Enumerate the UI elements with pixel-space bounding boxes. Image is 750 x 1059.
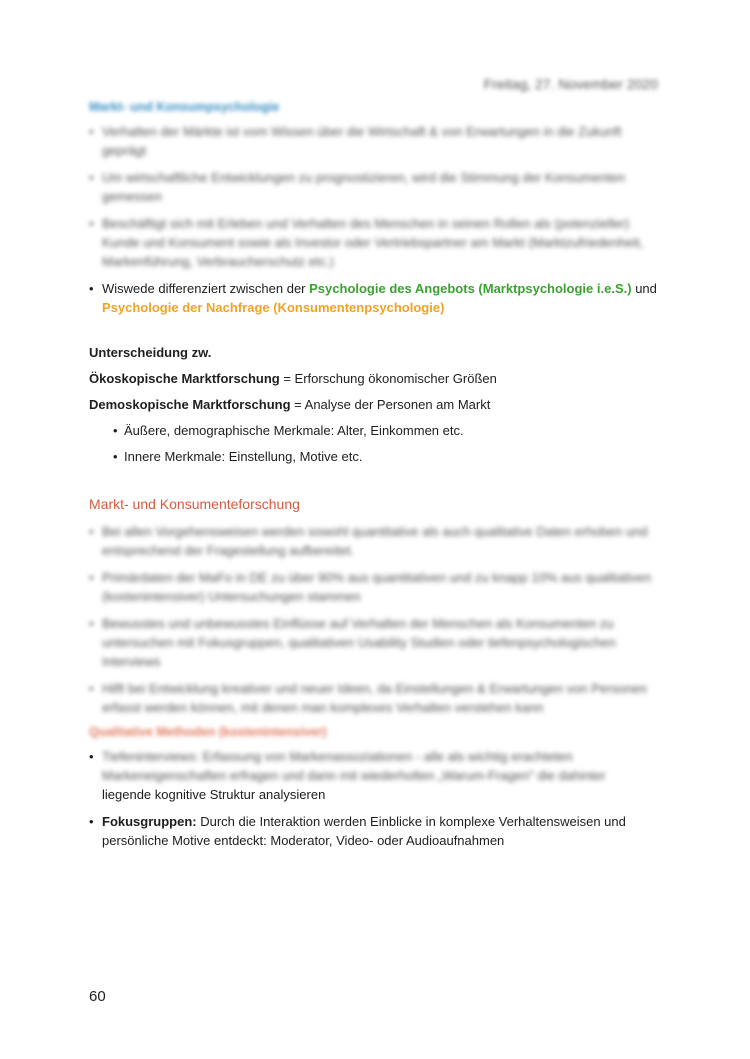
demoskopische-term: Demoskopische Marktforschung xyxy=(89,397,291,412)
section-konsumenteforschung xyxy=(89,496,664,850)
list-item: • Beschäftigt sich mit Erleben und Verhalten des Menschen in seinen Rollen als (potenzieller) Kunde und Konsument sowie als Investor oder Vertriebspartner am Markt (Marktzufriedenheit, Markenführung, Verbraucherschutz etc.) xyxy=(89,214,664,271)
fokusgruppen-term: Fokusgruppen: xyxy=(102,814,197,829)
qualitative-methoden-heading: Qualitative Methoden (kostenintensiver) xyxy=(89,725,327,739)
tiefeninterviews-blurred: • Tiefeninterviews: Erfassung von Markenassoziationen - alle als wichtig erachteten Markeneigenschaften erfragen und dann mit wiederholten „Warum-Fragen" die dahinter xyxy=(102,749,606,783)
section-heading-konsumenteforschung: Markt- und Konsumenteforschung xyxy=(89,496,300,512)
wiswede-middle: und xyxy=(635,281,657,296)
merkmale-list xyxy=(89,421,664,466)
page-date: Freitag, 27. November 2020 xyxy=(483,76,658,92)
psychologie-nachfrage: Psychologie der Nachfrage (Konsumentenpsychologie) xyxy=(102,300,445,315)
list-item-wiswede xyxy=(89,279,664,317)
list-item: • Verhalten der Märkte ist vom Wissen über die Wirtschaft & von Erwartungen in die Zukunft geprägt xyxy=(89,122,664,160)
bullet-list-3 xyxy=(89,522,664,717)
page-content xyxy=(89,100,664,858)
list-item: • Bewusstes und unbewusstes Einflüsse auf Verhalten der Menschen als Konsumenten zu untersuchen mit Fokusgruppen, qualitativen Usability Studien oder tiefenpsychologischen Interviews xyxy=(89,614,664,671)
list-item-fokusgruppen xyxy=(89,812,664,850)
demoskopische-def: = Analyse der Personen am Markt xyxy=(294,397,491,412)
unterscheidung-title: Unterscheidung zw. xyxy=(89,345,212,360)
list-item: • Primärdaten der MaFo in DE zu über 90% aus quantitativen und zu knapp 10% aus qualitativen (kostenintensiver) Untersuchungen stammen xyxy=(89,568,664,606)
tiefeninterviews-visible: liegende kognitive Struktur analysieren xyxy=(102,787,326,802)
section-heading-konsumpsychologie: Markt- und Konsumpsychologie xyxy=(89,100,280,114)
wiswede-prefix: Wiswede differenziert zwischen der xyxy=(102,281,306,296)
list-item-tiefeninterviews xyxy=(89,747,664,804)
list-item: • Bei allen Vorgehensweisen werden sowohl quantitative als auch qualitative Daten erhoben und entsprechend der Fragestellung aufbereitet. xyxy=(89,522,664,560)
page-number: 60 xyxy=(89,988,106,1005)
list-item: • Innere Merkmale: Einstellung, Motive etc. xyxy=(113,447,664,466)
psychologie-angebot: Psychologie des Angebots (Marktpsychologie i.e.S.) xyxy=(309,281,632,296)
list-item: • Äußere, demographische Merkmale: Alter, Einkommen etc. xyxy=(113,421,664,440)
bullet-list-methoden xyxy=(89,747,664,850)
section-unterscheidung xyxy=(89,343,664,466)
list-item: • Hilft bei Entwicklung kreativer und neuer Ideen, da Einstellungen & Erwartungen von Personen erfasst werden können, mit denen man komplexes Verhalten verstehen kann xyxy=(89,679,664,717)
oekoskopische-term: Ökoskopische Marktforschung xyxy=(89,371,280,386)
oekoskopische-def: = Erforschung ökonomischer Größen xyxy=(283,371,497,386)
bullet-list-1 xyxy=(89,122,664,317)
fokusgruppen-text: Durch die Interaktion werden Einblicke in komplexe Verhaltensweisen und persönliche Motive entdeckt: Moderator, Video- oder Audioaufnahmen xyxy=(102,814,626,848)
list-item: • Um wirtschaftliche Entwicklungen zu prognostizieren, wird die Stimmung der Konsumenten gemessen xyxy=(89,168,664,206)
